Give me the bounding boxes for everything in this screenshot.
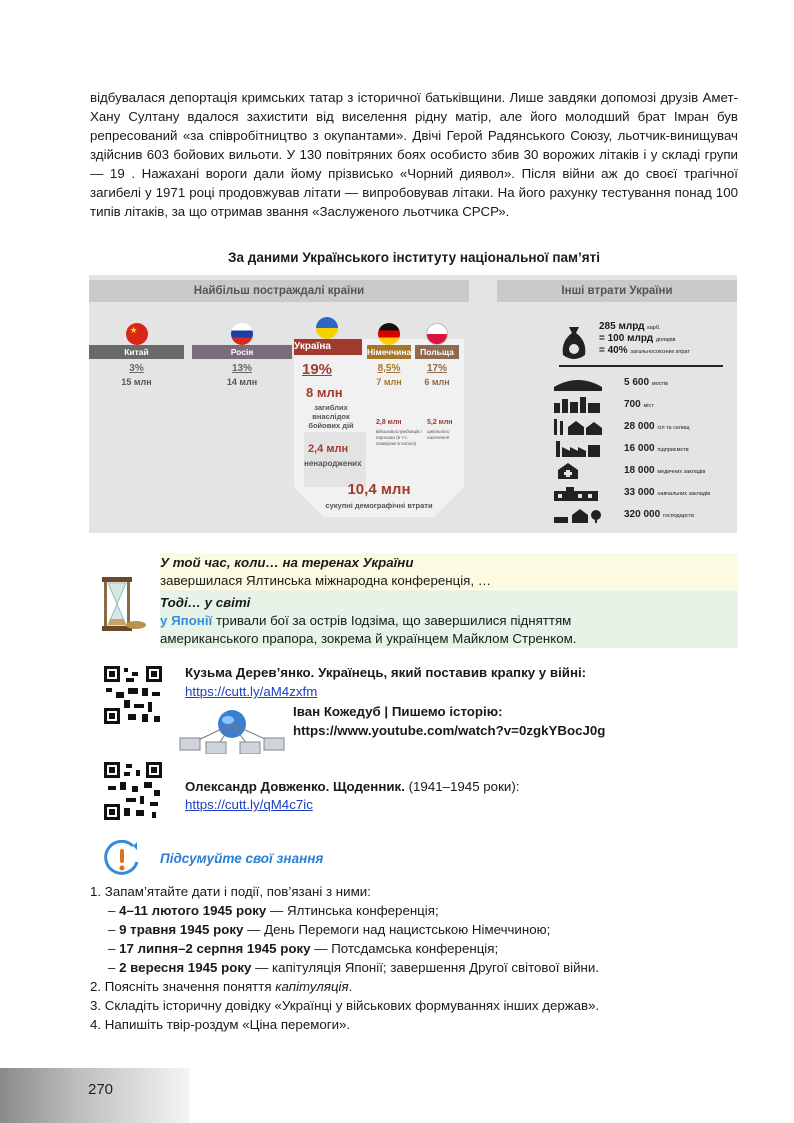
country-count: 7 млн — [376, 377, 402, 387]
soldiers-value: 2,8 млн — [376, 419, 402, 426]
farm-icon — [554, 507, 602, 523]
country-count: 14 млн — [226, 377, 258, 387]
war-losses-infographic — [89, 275, 737, 533]
infographic-source-title: За даними Українського інституту національної пам’яті — [228, 250, 600, 265]
country-germany — [367, 323, 411, 387]
bridge-icon — [554, 375, 602, 391]
timeline-text-world-1: у Японії тривали бої за острів Іодзіма, що завершилися підняттям — [160, 613, 572, 628]
task-3: 3. Складіть історичну довідку «Українці у військових формуваннях інших держав». — [90, 998, 600, 1013]
date-item: – 17 липня–2 серпня 1945 року — Потсдамська конференція; — [108, 941, 499, 956]
country-percent: 17% — [426, 363, 447, 374]
page-number: 270 — [88, 1081, 114, 1098]
country-label: Україна — [294, 339, 362, 355]
ukraine-flag-icon — [316, 317, 338, 339]
loss-value: 18 000 — [624, 465, 655, 476]
school-icon — [554, 485, 602, 501]
country-percent: 13% — [231, 363, 252, 374]
country-label: Китай — [89, 345, 184, 359]
hourglass-icon — [92, 575, 148, 635]
resource-title-row — [185, 779, 519, 794]
money-line1: 285 млрд — [599, 321, 645, 332]
ukraine-percent: 19% — [302, 361, 333, 378]
country-percent: 3% — [129, 363, 144, 374]
money-bag-icon — [559, 323, 589, 363]
money-losses — [559, 319, 737, 369]
other-losses-header: Інші втрати України — [561, 285, 673, 297]
loss-label: мостів — [651, 381, 669, 387]
country-label: Росія — [192, 345, 292, 359]
civilians-value: 5,2 млн — [427, 419, 453, 426]
hospital-icon — [554, 463, 602, 479]
section-title: Підсумуйте свої знання — [160, 851, 324, 866]
tasks-list — [90, 882, 750, 1034]
loss-label: підприємств — [657, 447, 689, 453]
loss-value: 700 — [624, 399, 641, 410]
timeline-text-ukraine: завершилася Ялтинська міжнародна конференція, … — [160, 573, 492, 588]
date-item: – 2 вересня 1945 року — капітуляція Японії; завершення Другої світової війни. — [108, 960, 600, 975]
timeline-heading-world: Тоді… у світі — [160, 595, 251, 610]
money-line3-unit: загальносоюзних втрат — [630, 349, 690, 355]
qr-code-icon — [102, 664, 164, 726]
resource-link[interactable]: https://www.youtube.com/watch?v=0zgkYBocJ0g — [293, 723, 606, 738]
loss-label: навчальних закладів — [657, 491, 711, 497]
country-china — [89, 323, 184, 387]
country-count: 6 млн — [424, 377, 450, 387]
resource-link[interactable]: https://cutt.ly/aM4zxfm — [185, 684, 318, 699]
country-poland — [415, 323, 459, 387]
timeline-text-world-2: американського прапора, зокрема й українцем Майклом Стренком. — [160, 631, 577, 646]
exclamation-circle-icon — [103, 840, 141, 878]
date-item: – 4–11 лютого 1945 року — Ялтинська конференція; — [108, 903, 439, 918]
most-affected-header: Найбільш постраждалі країни — [193, 285, 365, 297]
ukraine-unborn-value: 2,4 млн — [308, 443, 349, 455]
loss-label: господарств — [662, 513, 695, 519]
resource-title: Кузьма Дерев’янко. Українець, який поставив крапку у війні: — [185, 665, 587, 680]
germany-flag-icon — [378, 323, 400, 345]
poland-flag-icon — [426, 323, 448, 345]
china-flag-icon: ★ — [126, 323, 148, 345]
soldiers-label: військовослужбовців і партизан (в т.ч. померлих в полоні) — [376, 429, 422, 446]
task-1: 1. Запам’ятайте дати і події, пов’язані з ними: — [90, 884, 371, 899]
qr-code-icon — [102, 760, 164, 822]
loss-value: 16 000 — [624, 443, 655, 454]
russia-flag-icon — [231, 323, 253, 345]
resource-title: Іван Кожедуб | Пишемо історію: — [293, 704, 503, 719]
money-line2-unit: доларів — [655, 337, 676, 343]
ukraine-unborn-label: ненароджених — [304, 459, 362, 468]
date-item: – 9 травня 1945 року — День Перемоги над нацистською Німеччиною; — [108, 922, 551, 937]
resource-title: Олександр Довженко. Щоденник. — [185, 779, 405, 794]
ukraine-combat-value: 8 млн — [306, 385, 343, 400]
resource-title-extra: (1941–1945 роки): — [404, 779, 520, 794]
total-losses-value: 10,4 млн — [347, 481, 411, 498]
loss-value: 320 000 — [624, 509, 661, 520]
country-count: 15 млн — [121, 377, 152, 387]
money-line3: = 40% — [599, 345, 628, 356]
village-icon — [554, 419, 602, 435]
task-2: 2. Поясніть значення поняття капітуляція. — [90, 979, 353, 994]
loss-label: сіл та селищ — [657, 425, 690, 431]
loss-value: 33 000 — [624, 487, 655, 498]
civilians-label: цивільного населення — [427, 429, 450, 440]
loss-value: 28 000 — [624, 421, 655, 432]
japan-highlight: у Японії — [160, 613, 213, 628]
city-icon — [554, 397, 602, 413]
country-percent: 8,5% — [377, 363, 401, 374]
country-label: Польща — [415, 345, 459, 359]
timeline-heading-ukraine: У той час, коли… на теренах України — [160, 555, 414, 570]
intro-paragraph: відбувалася депортація кримських татар з історичної батьківщини. Лише завдяки допомозі друзів Амет-Хану Султану вдалося захистити від виселення рідну матір, але його молодший брат Імран був репресований «за співробітництво з окупантами». Двічі Герой Радянського Союзу, льотчик-винищувач здійснив 603 бойових вильоти. У 130 повітряних боях особисто збив 30 ворожих літаків і у складі групи — 19 . Нажахані вороги дали йому прізвисько «Чорний диявол». Після війни аж до своєї трагічної загибелі у 1971 році продовжував літати — випробовував літаки. На його рахунку тестування понад 100 типів літаків, за що отримав звання «Заслуженого льотчика СРСР». — [90, 90, 738, 219]
factory-icon — [554, 441, 602, 457]
total-losses-label: сукупні демографічні втрати — [325, 501, 433, 510]
loss-label: медичних закладів — [657, 469, 706, 475]
money-line1-unit: карб. — [647, 325, 661, 331]
computer-network-icon — [176, 704, 286, 754]
loss-value: 5 600 — [624, 377, 650, 388]
task-4: 4. Напишіть твір-роздум «Ціна перемоги». — [90, 1017, 351, 1032]
country-label: Німеччина — [367, 347, 412, 357]
resource-link[interactable]: https://cutt.ly/qM4c7ic — [185, 797, 313, 812]
ukraine-combat-label: загиблих внаслідок бойових дій — [308, 403, 354, 430]
money-line2: = 100 млрд — [599, 333, 654, 344]
country-russia — [192, 323, 292, 387]
loss-label: міст — [643, 403, 654, 409]
